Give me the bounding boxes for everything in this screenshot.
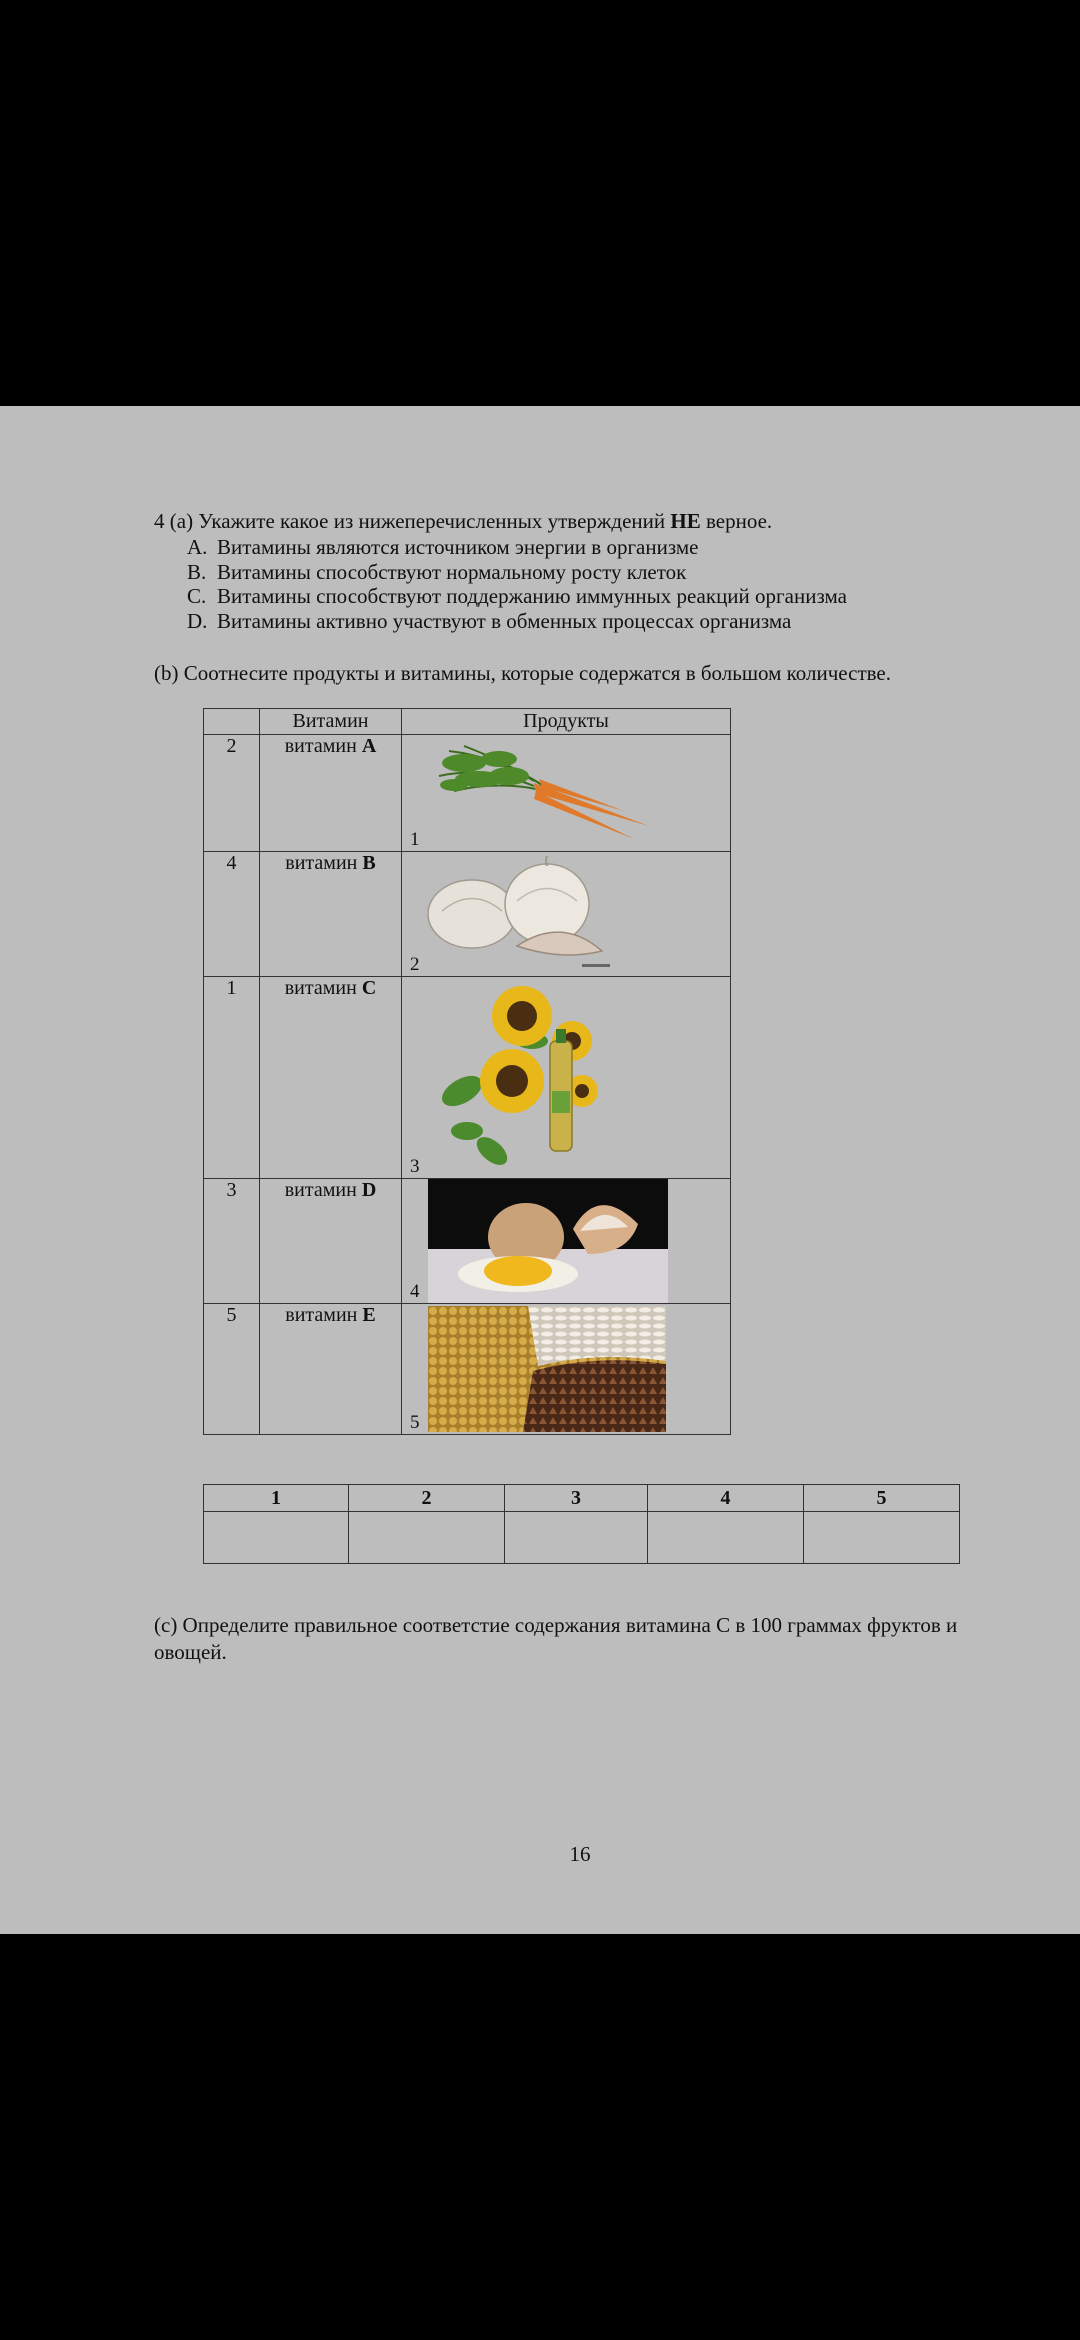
product-cell [402,852,731,977]
garlic-image [422,856,622,972]
vitamin-name: витамин E [260,1304,402,1435]
option-c: C. Витамины способствуют поддержанию иммунных реакций организма [187,584,847,608]
product-number: 2 [410,954,420,975]
answer-cell-5[interactable] [804,1512,960,1564]
product-number: 4 [410,1281,420,1302]
table-row [204,1179,731,1304]
product-number: 3 [410,1156,420,1177]
answer-header-4: 4 [648,1485,804,1512]
table-row [204,852,731,977]
table-row [204,735,731,852]
question-4b: (b) Соотнесите продукты и витамины, которые содержатся в большом количестве. [154,661,891,685]
answer-cell-2[interactable] [349,1512,505,1564]
answer-header-2: 2 [349,1485,505,1512]
header-products: Продукты [402,709,731,735]
product-cell [402,1179,731,1304]
answer-header-3: 3 [505,1485,648,1512]
question-4c: (c) Определите правильное соответстие содержания витамина С в 100 граммах фруктов и овощей. [154,1613,958,1664]
answer-header-1: 1 [204,1485,349,1512]
row-number: 4 [204,852,260,977]
question-4a: 4 (a) Укажите какое из нижеперечисленных утверждений НЕ верное. [154,509,773,533]
table-row [204,977,731,1179]
product-number: 1 [410,829,420,850]
answer-cell-4[interactable] [648,1512,804,1564]
sunflower-oil-image [432,981,612,1175]
product-cell [402,1304,731,1435]
header-vitamin: Витамин [260,709,402,735]
answer-table [203,1484,960,1564]
row-number: 2 [204,735,260,852]
table-row [204,1304,731,1435]
question-4a-options [187,535,847,633]
vitamin-name: витамин A [260,735,402,852]
product-cell [402,735,731,852]
document-page [0,406,1080,1934]
grains-image [428,1306,666,1432]
answer-cell-3[interactable] [505,1512,648,1564]
answer-header-5: 5 [804,1485,960,1512]
option-a: A. Витамины являются источником энергии в организме [187,535,699,559]
option-d: D. Витамины активно участвуют в обменных процессах организма [187,608,792,633]
product-number: 5 [410,1412,420,1433]
row-number: 1 [204,977,260,1179]
row-number: 3 [204,1179,260,1304]
page-number: 16 [569,1842,591,1866]
vitamin-name: витамин B [260,852,402,977]
matching-table [203,708,731,1435]
row-number: 5 [204,1304,260,1435]
vitamin-name: витамин C [260,977,402,1179]
option-b: B. Витамины способствуют нормальному росту клеток [187,559,687,584]
carrot-image [424,741,654,845]
vitamin-name: витамин D [260,1179,402,1304]
product-cell [402,977,731,1179]
eggs-image [428,1179,668,1303]
answer-cell-1[interactable] [204,1512,349,1564]
